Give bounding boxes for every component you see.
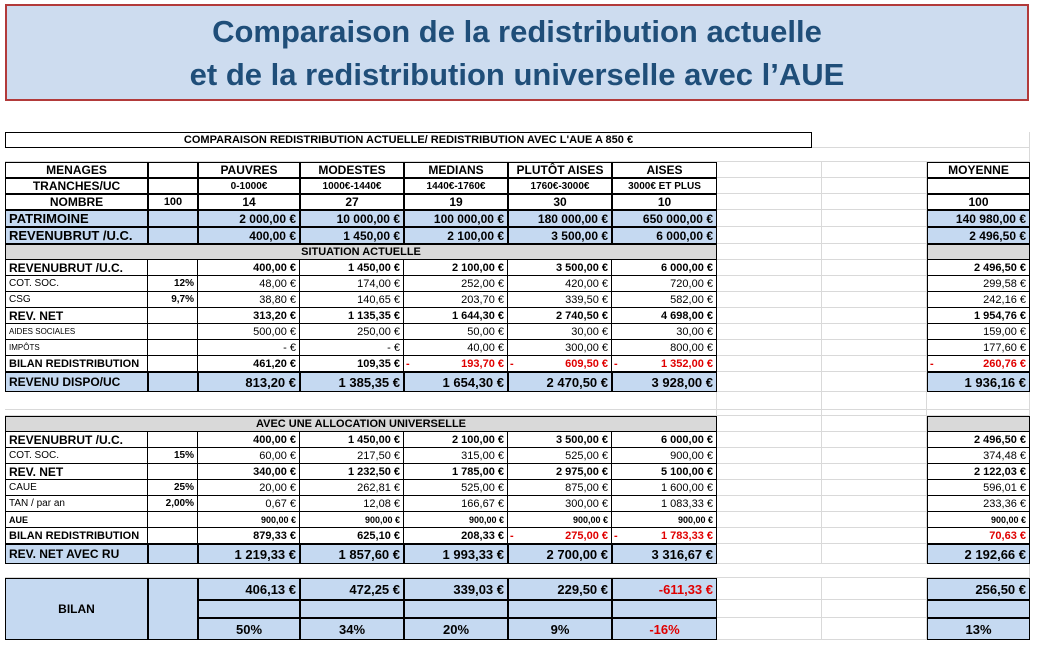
value-cell: 38,80 € xyxy=(198,292,300,308)
header-cell: 14 xyxy=(198,194,300,210)
value-cell: 50,00 € xyxy=(404,324,508,340)
empty-cell xyxy=(822,528,927,544)
empty-cell xyxy=(822,244,927,260)
row-label: REVENUBRUT /U.C. xyxy=(5,260,148,276)
row-label: COT. SOC. xyxy=(5,448,148,464)
header-cell: PLUTÔT AISES xyxy=(508,162,612,178)
rate-cell: 15% xyxy=(148,448,198,464)
rate-cell: 12% xyxy=(148,276,198,292)
header-cell: MODESTES xyxy=(300,162,404,178)
bilan-value: 229,50 € xyxy=(508,578,612,600)
moyenne-cell: 140 980,00 € xyxy=(927,210,1030,227)
empty-cell xyxy=(717,244,822,260)
empty-cell xyxy=(717,178,822,194)
value-cell: - 1 352,00 € xyxy=(612,356,717,372)
value-cell: 2 100,00 € xyxy=(404,432,508,448)
row-label: AIDES SOCIALES xyxy=(5,324,148,340)
moyenne-cell: 233,36 € xyxy=(927,496,1030,512)
bilan-value: 472,25 € xyxy=(300,578,404,600)
empty-cell xyxy=(717,578,822,600)
empty-cell xyxy=(822,227,927,244)
rate-cell xyxy=(148,308,198,324)
value-cell: 2 975,00 € xyxy=(508,464,612,480)
empty-cell xyxy=(717,276,822,292)
row-label: AUE xyxy=(5,512,148,528)
header-cell: 27 xyxy=(300,194,404,210)
empty-cell xyxy=(300,600,404,618)
value-cell: 315,00 € xyxy=(404,448,508,464)
empty-cell xyxy=(822,578,927,600)
value-cell: 500,00 € xyxy=(198,324,300,340)
empty-cell xyxy=(927,244,1030,260)
negative-marker: - xyxy=(930,357,934,370)
rate-cell xyxy=(148,324,198,340)
empty-cell xyxy=(717,324,822,340)
negative-marker: - xyxy=(614,529,618,542)
empty-cell xyxy=(822,162,927,178)
header-cell: AISES xyxy=(612,162,717,178)
value-cell: 1 785,00 € xyxy=(404,464,508,480)
section-title: SITUATION ACTUELLE xyxy=(5,244,717,260)
value-cell: 420,00 € xyxy=(508,276,612,292)
value-cell: 900,00 € xyxy=(612,512,717,528)
value-cell: 900,00 € xyxy=(300,512,404,528)
empty-cell xyxy=(822,392,927,410)
negative-marker: - xyxy=(510,529,514,542)
empty-cell xyxy=(822,480,927,496)
value-cell: 1 857,60 € xyxy=(300,544,404,564)
value-cell: 2 000,00 € xyxy=(198,210,300,227)
empty-cell xyxy=(148,227,198,244)
value-cell: 400,00 € xyxy=(198,260,300,276)
moyenne-cell: 900,00 € xyxy=(927,512,1030,528)
empty-cell xyxy=(822,356,927,372)
value-cell: 625,10 € xyxy=(300,528,404,544)
header-moyenne: 100 xyxy=(927,194,1030,210)
empty-cell xyxy=(717,416,822,432)
empty-cell xyxy=(822,340,927,356)
header-cell: 30 xyxy=(508,194,612,210)
value-cell: 3 500,00 € xyxy=(508,432,612,448)
row-label: CAUE xyxy=(5,480,148,496)
empty-cell xyxy=(717,162,822,178)
value-cell: 1 385,35 € xyxy=(300,372,404,392)
empty-cell xyxy=(822,260,927,276)
empty-cell xyxy=(148,178,198,194)
empty-cell xyxy=(717,464,822,480)
negative-marker: - xyxy=(406,357,410,370)
bilan-moyenne-percent: 13% xyxy=(927,618,1030,640)
row-label: REV. NET AVEC RU xyxy=(5,544,148,564)
empty-cell xyxy=(822,308,927,324)
empty-cell xyxy=(508,600,612,618)
empty-cell xyxy=(148,578,198,640)
value-cell: 1 450,00 € xyxy=(300,227,404,244)
rate-cell xyxy=(148,544,198,564)
empty-cell xyxy=(927,392,1030,410)
empty-cell xyxy=(717,227,822,244)
negative-marker: - xyxy=(614,357,618,370)
empty-cell xyxy=(717,600,822,618)
value-cell: 340,00 € xyxy=(198,464,300,480)
title-line-2: et de la redistribution universelle avec l’AUE xyxy=(189,57,845,92)
header-cell: 1440€-1760€ xyxy=(404,178,508,194)
empty-cell xyxy=(822,448,927,464)
empty-cell xyxy=(822,210,927,227)
value-cell: 30,00 € xyxy=(508,324,612,340)
value-cell: 461,20 € xyxy=(198,356,300,372)
empty-cell xyxy=(822,276,927,292)
empty-cell xyxy=(812,132,1030,148)
moyenne-cell: 299,58 € xyxy=(927,276,1030,292)
value-cell: 2 470,50 € xyxy=(508,372,612,392)
value-cell: 1 450,00 € xyxy=(300,432,404,448)
header-cell: 3000€ ET PLUS xyxy=(612,178,717,194)
value-cell: 48,00 € xyxy=(198,276,300,292)
value-cell: 525,00 € xyxy=(508,448,612,464)
value-cell: 313,20 € xyxy=(198,308,300,324)
moyenne-cell: 2 122,03 € xyxy=(927,464,1030,480)
moyenne-cell: 1 936,16 € xyxy=(927,372,1030,392)
value-cell: 1 600,00 € xyxy=(612,480,717,496)
value-cell: 3 316,67 € xyxy=(612,544,717,564)
empty-cell xyxy=(717,392,822,410)
value-cell: 2 740,50 € xyxy=(508,308,612,324)
value-cell: 2 700,00 € xyxy=(508,544,612,564)
header-label: MENAGES xyxy=(5,162,148,178)
row-label: PATRIMOINE xyxy=(5,210,148,227)
rate-cell xyxy=(148,432,198,448)
value-cell: 12,08 € xyxy=(300,496,404,512)
empty-cell xyxy=(822,496,927,512)
value-cell: - 609,50 € xyxy=(508,356,612,372)
empty-cell xyxy=(717,260,822,276)
row-label: TAN / par an xyxy=(5,496,148,512)
rate-cell xyxy=(148,372,198,392)
value-cell: 1 654,30 € xyxy=(404,372,508,392)
moyenne-cell: 1 954,76 € xyxy=(927,308,1030,324)
value-cell: 400,00 € xyxy=(198,227,300,244)
empty-row xyxy=(5,564,1030,578)
value-cell: 720,00 € xyxy=(612,276,717,292)
empty-cell xyxy=(822,512,927,528)
value-cell: - 1 783,33 € xyxy=(612,528,717,544)
row-label: REVENUBRUT /U.C. xyxy=(5,432,148,448)
value-cell: 800,00 € xyxy=(612,340,717,356)
header-cell: 19 xyxy=(404,194,508,210)
value-cell: 813,20 € xyxy=(198,372,300,392)
empty-cell xyxy=(717,308,822,324)
value-cell: 1 993,33 € xyxy=(404,544,508,564)
moyenne-cell: 2 496,50 € xyxy=(927,227,1030,244)
value-cell: 109,35 € xyxy=(300,356,404,372)
empty-cell xyxy=(927,178,1030,194)
title-banner xyxy=(5,4,1029,101)
empty-cell xyxy=(717,512,822,528)
value-cell: 262,81 € xyxy=(300,480,404,496)
value-cell: 2 100,00 € xyxy=(404,260,508,276)
empty-cell xyxy=(822,416,927,432)
value-cell: 250,00 € xyxy=(300,324,404,340)
empty-cell xyxy=(717,618,822,640)
value-cell: 3 500,00 € xyxy=(508,227,612,244)
empty-cell xyxy=(822,618,927,640)
row-label: REV. NET xyxy=(5,464,148,480)
bilan-value: -611,33 € xyxy=(612,578,717,600)
value-cell: - € xyxy=(198,340,300,356)
value-cell: 6 000,00 € xyxy=(612,260,717,276)
row-label: BILAN REDISTRIBUTION xyxy=(5,528,148,544)
bilan-percent: -16% xyxy=(612,618,717,640)
rate-cell: 9,7% xyxy=(148,292,198,308)
value-cell: 339,50 € xyxy=(508,292,612,308)
empty-cell xyxy=(717,544,822,564)
row-label: REVENU DISPO/UC xyxy=(5,372,148,392)
value-cell: 875,00 € xyxy=(508,480,612,496)
empty-cell xyxy=(717,194,822,210)
value-cell: 1 644,30 € xyxy=(404,308,508,324)
bilan-value: 406,13 € xyxy=(198,578,300,600)
value-cell: 400,00 € xyxy=(198,432,300,448)
header-total: 100 xyxy=(148,194,198,210)
empty-cell xyxy=(822,324,927,340)
value-cell: 650 000,00 € xyxy=(612,210,717,227)
rate-cell: 2,00% xyxy=(148,496,198,512)
empty-cell xyxy=(717,292,822,308)
moyenne-cell: 2 496,50 € xyxy=(927,432,1030,448)
moyenne-cell: 374,48 € xyxy=(927,448,1030,464)
rate-cell xyxy=(148,528,198,544)
empty-cell xyxy=(822,600,927,618)
header-label: NOMBRE xyxy=(5,194,148,210)
empty-cell xyxy=(717,496,822,512)
value-cell: 174,00 € xyxy=(300,276,404,292)
empty-cell xyxy=(927,416,1030,432)
value-cell: 30,00 € xyxy=(612,324,717,340)
value-cell: 208,33 € xyxy=(404,528,508,544)
row-label: REVENUBRUT /U.C. xyxy=(5,227,148,244)
row-label: IMPÔTS xyxy=(5,340,148,356)
value-cell: - 193,70 € xyxy=(404,356,508,372)
empty-cell xyxy=(717,432,822,448)
value-cell: 300,00 € xyxy=(508,340,612,356)
bilan-percent: 20% xyxy=(404,618,508,640)
empty-cell xyxy=(148,162,198,178)
empty-cell xyxy=(717,528,822,544)
value-cell: 525,00 € xyxy=(404,480,508,496)
empty-cell xyxy=(822,464,927,480)
value-cell: 180 000,00 € xyxy=(508,210,612,227)
row-label: BILAN REDISTRIBUTION xyxy=(5,356,148,372)
empty-cell xyxy=(717,340,822,356)
empty-cell xyxy=(717,210,822,227)
bilan-label: BILAN xyxy=(5,578,148,640)
moyenne-cell: 177,60 € xyxy=(927,340,1030,356)
value-cell: 582,00 € xyxy=(612,292,717,308)
value-cell: 300,00 € xyxy=(508,496,612,512)
value-cell: - € xyxy=(300,340,404,356)
rate-cell: 25% xyxy=(148,480,198,496)
empty-cell xyxy=(822,372,927,392)
row-label: COT. SOC. xyxy=(5,276,148,292)
value-cell: 140,65 € xyxy=(300,292,404,308)
spreadsheet-table xyxy=(0,132,1037,668)
empty-cell xyxy=(927,600,1030,618)
value-cell: 166,67 € xyxy=(404,496,508,512)
rate-cell xyxy=(148,356,198,372)
bilan-percent: 9% xyxy=(508,618,612,640)
rate-cell xyxy=(148,464,198,480)
header-moyenne: MOYENNE xyxy=(927,162,1030,178)
empty-cell xyxy=(822,544,927,564)
empty-cell xyxy=(822,194,927,210)
empty-cell xyxy=(148,210,198,227)
value-cell: 879,33 € xyxy=(198,528,300,544)
negative-marker: - xyxy=(510,357,514,370)
value-cell: 5 100,00 € xyxy=(612,464,717,480)
empty-cell xyxy=(612,600,717,618)
empty-row xyxy=(5,148,1030,162)
value-cell: 252,00 € xyxy=(404,276,508,292)
moyenne-cell: 159,00 € xyxy=(927,324,1030,340)
title-line-1: Comparaison de la redistribution actuelle xyxy=(212,14,822,49)
rate-cell xyxy=(148,340,198,356)
value-cell: 900,00 € xyxy=(612,448,717,464)
value-cell: 3 928,00 € xyxy=(612,372,717,392)
value-cell: 100 000,00 € xyxy=(404,210,508,227)
value-cell: 1 450,00 € xyxy=(300,260,404,276)
value-cell: 1 219,33 € xyxy=(198,544,300,564)
header-cell: 0-1000€ xyxy=(198,178,300,194)
value-cell: 6 000,00 € xyxy=(612,227,717,244)
value-cell: 900,00 € xyxy=(198,512,300,528)
moyenne-cell: 2 192,66 € xyxy=(927,544,1030,564)
empty-cell xyxy=(717,372,822,392)
empty-cell xyxy=(404,600,508,618)
rate-cell xyxy=(148,512,198,528)
value-cell: 1 232,50 € xyxy=(300,464,404,480)
value-cell: - 275,00 € xyxy=(508,528,612,544)
empty-cell xyxy=(198,600,300,618)
table-title: COMPARAISON REDISTRIBUTION ACTUELLE/ REDISTRIBUTION AVEC L'AUE A 850 € xyxy=(5,132,812,148)
empty-cell xyxy=(822,292,927,308)
empty-row xyxy=(5,392,717,410)
moyenne-cell: 242,16 € xyxy=(927,292,1030,308)
value-cell: 1 135,35 € xyxy=(300,308,404,324)
bilan-moyenne: 256,50 € xyxy=(927,578,1030,600)
rate-cell xyxy=(148,260,198,276)
header-cell: 1000€-1440€ xyxy=(300,178,404,194)
bilan-value: 339,03 € xyxy=(404,578,508,600)
row-label: CSG xyxy=(5,292,148,308)
header-cell: 1760€-3000€ xyxy=(508,178,612,194)
header-cell: PAUVRES xyxy=(198,162,300,178)
header-cell: MEDIANS xyxy=(404,162,508,178)
header-cell: 10 xyxy=(612,194,717,210)
empty-cell xyxy=(822,432,927,448)
value-cell: 60,00 € xyxy=(198,448,300,464)
value-cell: 3 500,00 € xyxy=(508,260,612,276)
value-cell: 4 698,00 € xyxy=(612,308,717,324)
empty-cell xyxy=(717,448,822,464)
moyenne-cell: 2 496,50 € xyxy=(927,260,1030,276)
value-cell: 2 100,00 € xyxy=(404,227,508,244)
value-cell: 203,70 € xyxy=(404,292,508,308)
empty-cell xyxy=(717,480,822,496)
value-cell: 6 000,00 € xyxy=(612,432,717,448)
value-cell: 40,00 € xyxy=(404,340,508,356)
row-label: REV. NET xyxy=(5,308,148,324)
value-cell: 900,00 € xyxy=(508,512,612,528)
value-cell: 1 083,33 € xyxy=(612,496,717,512)
value-cell: 20,00 € xyxy=(198,480,300,496)
value-cell: 900,00 € xyxy=(404,512,508,528)
bilan-percent: 34% xyxy=(300,618,404,640)
moyenne-cell: 70,63 € xyxy=(927,528,1030,544)
header-label: TRANCHES/UC xyxy=(5,178,148,194)
empty-cell xyxy=(717,356,822,372)
moyenne-cell: - 260,76 € xyxy=(927,356,1030,372)
value-cell: 10 000,00 € xyxy=(300,210,404,227)
bilan-percent: 50% xyxy=(198,618,300,640)
value-cell: 0,67 € xyxy=(198,496,300,512)
value-cell: 217,50 € xyxy=(300,448,404,464)
section-title: AVEC UNE ALLOCATION UNIVERSELLE xyxy=(5,416,717,432)
moyenne-cell: 596,01 € xyxy=(927,480,1030,496)
empty-cell xyxy=(822,178,927,194)
